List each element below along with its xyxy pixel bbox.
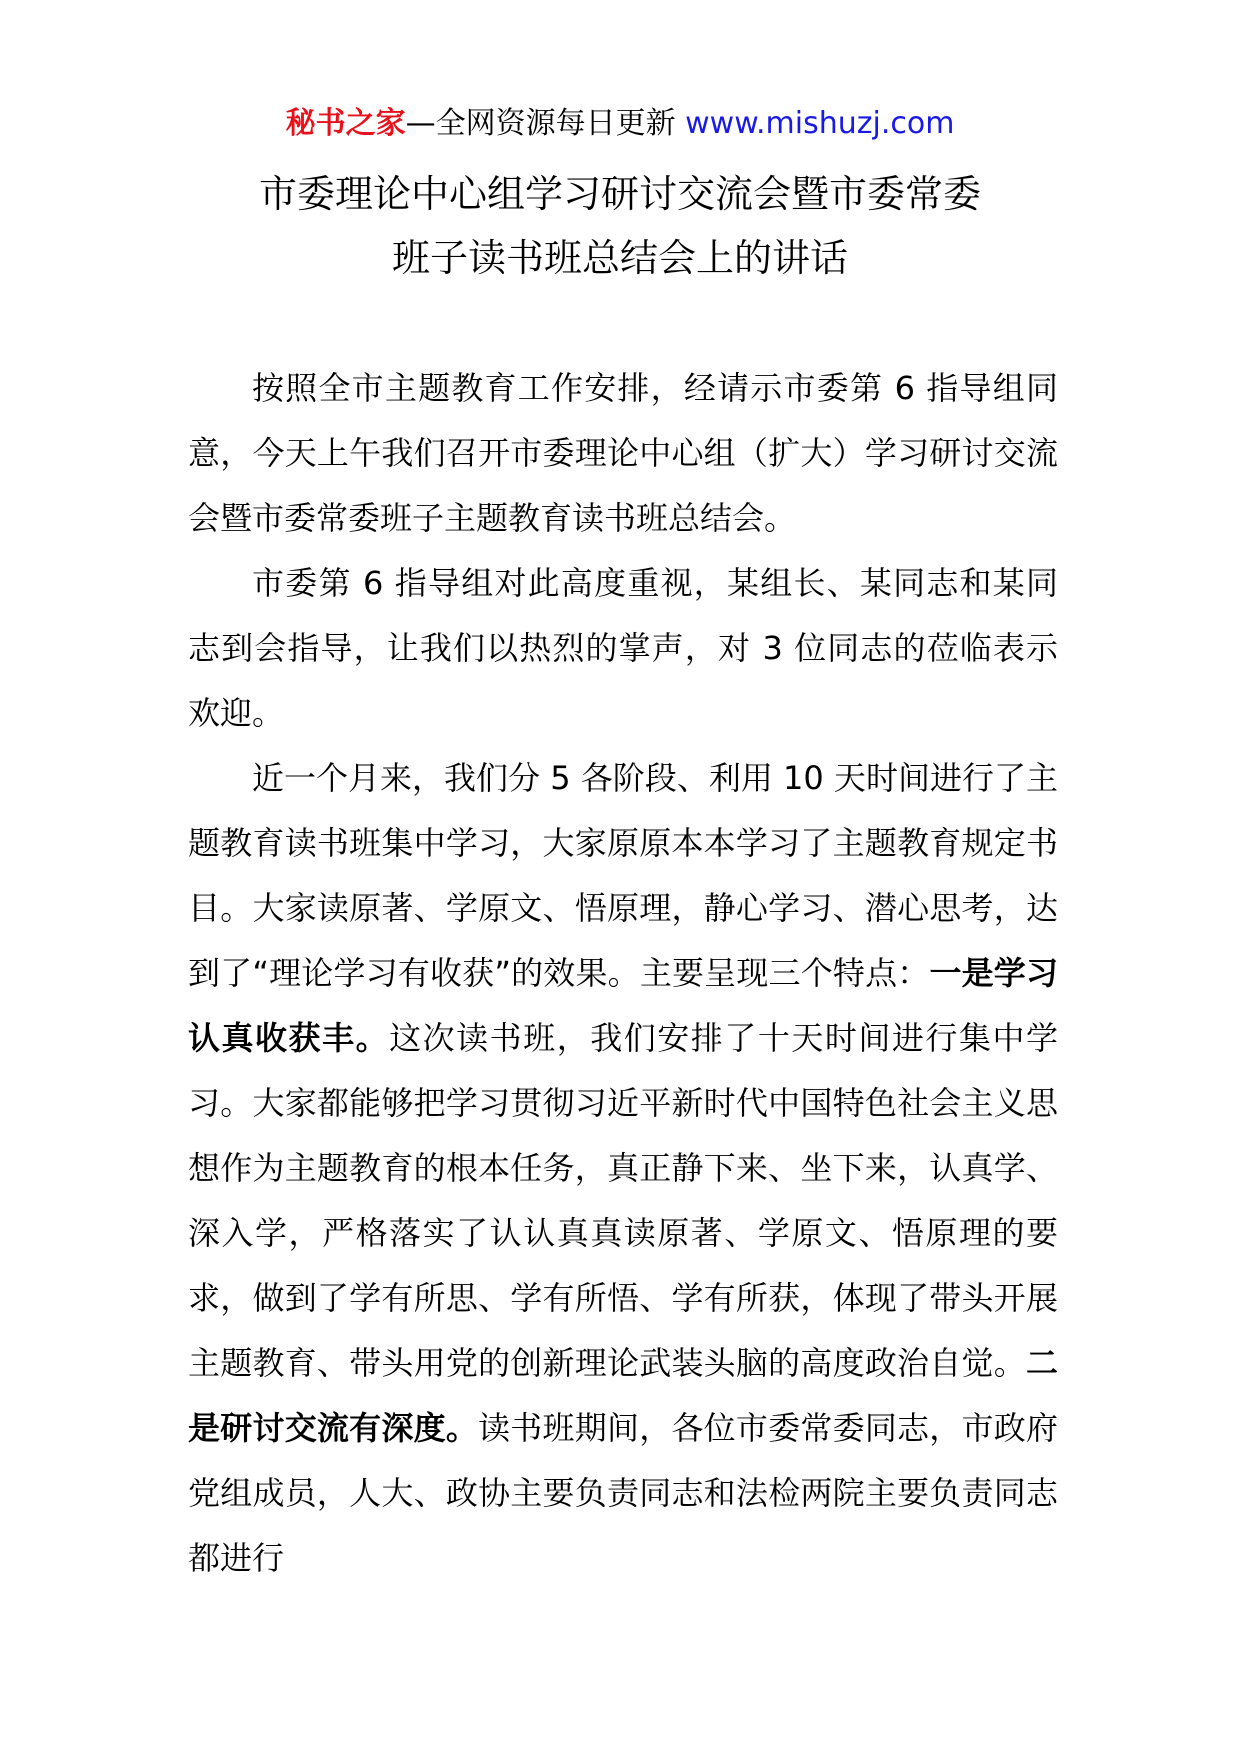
point-two-heading: 二是研讨交流有深度。 — [188, 1344, 1058, 1447]
paragraph-3-text-1: 近一个月来，我们分 5 各阶段、利用 10 天时间进行了主题教育读书班集中学习，大家原原本本学习了主题教育规定书目。大家读原著、学原文、悟原理，静心学习、潜心思考，达到了“理论学习有收获”的效果。主要呈现三个特点： — [188, 759, 1058, 992]
title-line-1: 市委理论中心组学习研讨交流会暨市委常委 — [258, 172, 981, 216]
document-body — [188, 356, 1058, 1591]
brand-name: 秘书之家 — [285, 106, 406, 141]
watermark-header — [0, 100, 1240, 148]
point-one-heading: 一是学习认真收获丰。 — [188, 954, 1058, 1057]
paragraph-2: 市委第 6 指导组对此高度重视，某组长、某同志和某同志到会指导，让我们以热烈的掌声，对 3 位同志的莅临表示欢迎。 — [188, 564, 1058, 732]
paragraph-3-text-3: 读书班期间，各位市委常委同志，市政府党组成员，人大、政协主要负责同志和法检两院主要负责同志都进行 — [188, 1409, 1058, 1577]
paragraph-1: 按照全市主题教育工作安排，经请示市委第 6 指导组同意，今天上午我们召开市委理论中心组（扩大）学习研讨交流会暨市委常委班子主题教育读书班总结会。 — [188, 369, 1058, 537]
header-url-link[interactable]: www.mishuzj.com — [685, 106, 955, 141]
paragraph-3 — [188, 746, 1058, 1591]
title-line-2: 班子读书班总结会上的讲话 — [391, 236, 848, 280]
header-tagline: —全网资源每日更新 — [405, 106, 686, 141]
paragraph-3-text-2: 这次读书班，我们安排了十天时间进行集中学习。大家都能够把学习贯彻习近平新时代中国特色社会主义思想作为主题教育的根本任务，真正静下来、坐下来，认真学、深入学，严格落实了认认真真读原著、学原文、悟原理的要求，做到了学有所思、学有所悟、学有所获，体现了带头开展主题教育、带头用党的创新理论武装头脑的高度政治自觉。 — [188, 1019, 1058, 1382]
document-title — [140, 162, 1100, 290]
